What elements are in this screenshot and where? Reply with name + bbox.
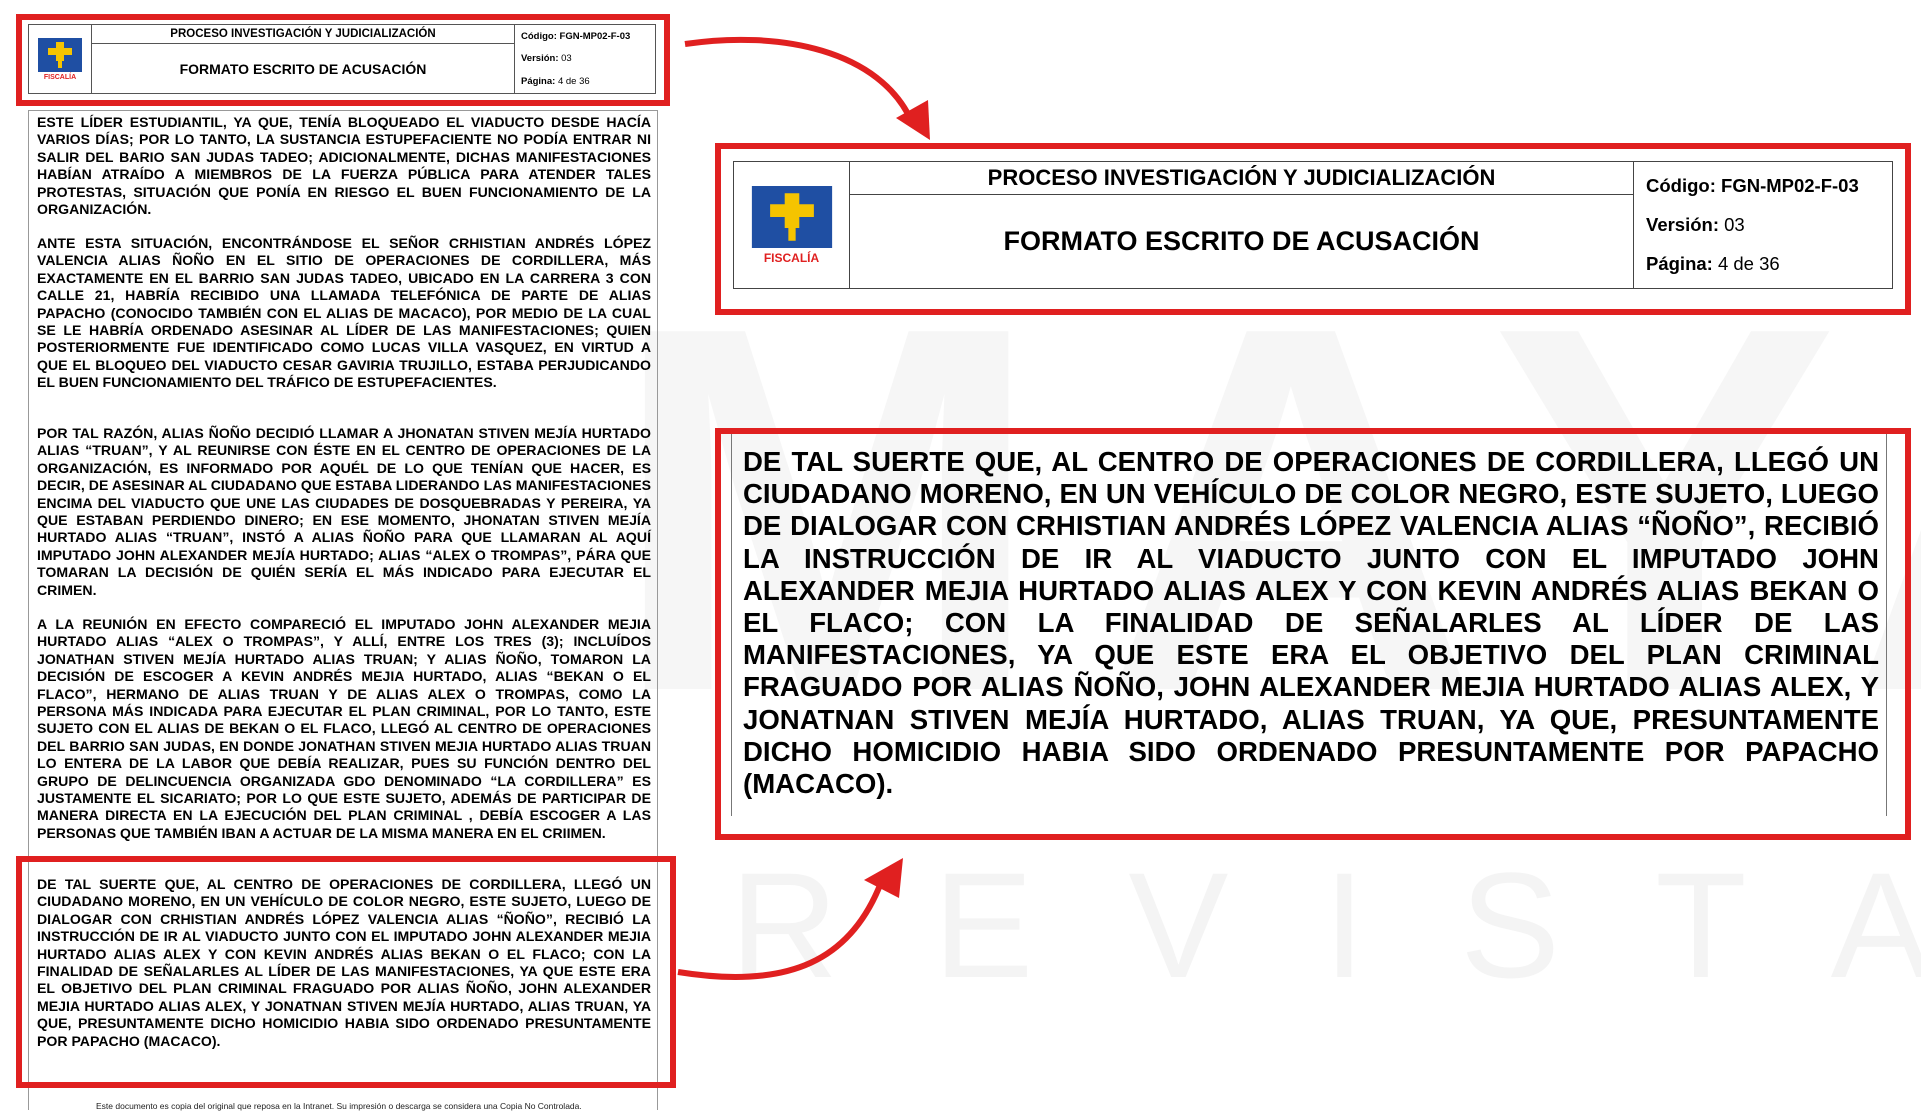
logo-text: FISCALÍA [43, 73, 77, 81]
process-title-zoomed: PROCESO INVESTIGACIÓN Y JUDICIALIZACIÓN [850, 162, 1633, 195]
arrow-paragraph-head [864, 858, 903, 898]
page-value-zoomed: 4 de 36 [1717, 253, 1780, 275]
code-row: Código: FGN-MP02-F-03 [521, 30, 631, 42]
page-row-zoomed: Página: 4 de 36 [1646, 253, 1780, 275]
version-value: 03 [561, 53, 572, 65]
version-row-zoomed: Versión: 03 [1646, 213, 1745, 235]
paragraph-1: ESTE LÍDER ESTUDIANTIL, YA QUE, TENÍA BLOQUEADO EL VIADUCTO DESDE HACÍA VARIOS DÍAS; POR LO TANTO, LA SUSTANCIA ESTUPEFACIENTE NO PODÍA ENTRAR NI SALIR DEL BARIO SAN JUDAS TADEO; ADICIONALMENTE, DICHAS MANIFESTACIONES HABÍAN ATRAÍDO A MIEMBROS DE LA FUERZA PÚBLICA PARA ATENDER TALES PROTESTAS, SITUACIÓN QUE PONÍA EN RIESGO EL BUEN FUNCIONAMIENTO DE LA ORGANIZACIÓN. [37, 114, 651, 218]
version-value-zoomed: 03 [1724, 213, 1745, 235]
zoomed-paragraph: DE TAL SUERTE QUE, AL CENTRO DE OPERACIONES DE CORDILLERA, LLEGÓ UN CIUDADANO MORENO, EN UN VEHÍCULO DE COLOR NEGRO, ESTE SUJETO, LUEGO DE DIALOGAR CON CRHISTIAN ANDRÉS LÓPEZ VALENCIA ALIAS “ÑOÑO”, RECIBIÓ LA INSTRUCCIÓN DE IR AL VIADUCTO JUNTO CON EL IMPUTADO JOHN ALEXANDER MEJIA HURTADO ALIAS ALEX Y CON KEVIN ANDRÉS ALIAS BEKAN O EL FLACO; CON LA FINALIDAD DE SEÑALARLES AL LÍDER DE LAS MANIFESTACIONES, YA QUE ESTE ERA EL OBJETIVO DEL PLAN CRIMINAL FRAGUADO POR ALIAS ÑOÑO, JOHN ALEXANDER MEJIA HURTADO ALIAS ALEX, Y JONATNAN STIVEN MEJÍA HURTADO, ALIAS TRUAN, YA QUE, PRESUNTAMENTE DICHO HOMICIDIO HABIA SIDO ORDENADO PRESUNTAMENTE POR PAPACHO (MACACO). [743, 446, 1879, 800]
paragraph-5: DE TAL SUERTE QUE, AL CENTRO DE OPERACIONES DE CORDILLERA, LLEGÓ UN CIUDADANO MORENO, EN UN VEHÍCULO DE COLOR NEGRO, ESTE SUJETO, LUEGO DE DIALOGAR CON CRHISTIAN ANDRÉS LÓPEZ VALENCIA ALIAS “ÑOÑO”, RECIBIÓ LA INSTRUCCIÓN DE IR AL VIADUCTO JUNTO CON EL IMPUTADO JOHN ALEXANDER MEJIA HURTADO ALIAS ALEX Y CON KEVIN ANDRÉS ALIAS BEKAN O EL FLACO; CON LA FINALIDAD DE SEÑALARLES AL LÍDER DE LAS MANIFESTACIONES, YA QUE ESTE ERA EL OBJETIVO DEL PLAN CRIMINAL FRAGUADO POR ALIAS ÑOÑO, JOHN ALEXANDER MEJIA HURTADO ALIAS ALEX, Y JONATNAN STIVEN MEJÍA HURTADO, ALIAS TRUAN, YA QUE, PRESUNTAMENTE DICHO HOMICIDIO HABIA SIDO ORDENADO PRESUNTAMENTE POR PAPACHO (MACACO). [37, 876, 651, 1049]
code-value: FGN-MP02-F-03 [559, 30, 631, 42]
paragraph-3: POR TAL RAZÓN, ALIAS ÑOÑO DECIDIÓ LLAMAR A JHONATAN STIVEN MEJÍA HURTADO ALIAS “TRUAN”, Y AL REUNIRSE CON ÉSTE EN EL CENTRO DE OPERACIONES DE LA ORGANIZACIÓN, ES INFORMADO POR AQUÉL DE LO QUE TENÍAN QUE HACER, ES DECIR, DE ASESINAR AL CIUDADANO QUE ESTABA LIDERANDO LAS MANIFESTACIONES ENCIMA DEL VIADUCTO QUE UNE LAS CIUDADES DE DOSQUEBRADAS Y PEREIRA, YA QUE ESTABAN PERDIENDO DINERO; EN ESE MOMENTO, JHONATAN STIVEN MEJÍA HURTADO ALIAS “TRUAN”, INSTÓ A ALIAS ÑOÑO PARA QUE LLAMARAN AL AQUÍ IMPUTADO JOHN ALEXANDER MEJÍA HURTADO; ALIAS “ALEX O TROMPAS”, PÁRA QUE TOMARAN LA DECISIÓN DE QUIÉN SERÍA EL MÁS INDICADO PARA EJECUTAR EL CRIMEN. [37, 425, 651, 598]
paragraph-2: ANTE ESTA SITUACIÓN, ENCONTRÁNDOSE EL SEÑOR CRHISTIAN ANDRÉS LÓPEZ VALENCIA ALIAS ÑOÑO EN EL SITIO DE OPERACIONES DE CORDILLERA, MÁS EXACTAMENTE EN EL BARRIO SAN JUDAS TADEO, UBICADO EN LA CARRERA 3 CON CALLE 21, HABRÍA RECIBIDO UNA LLAMADA TELEFÓNICA DE PARTE DE ALIAS PAPACHO (CONOCIDO TAMBIÉN CON EL ALIAS DE MACACO), POR MEDIO DE LA CUAL SE LE HABRÍA ORDENADO ASESINAR AL LÍDER DE LAS MANIFESTACIONES; QUIEN POSTERIORMENTE FUE IDENTIFICADO COMO LUCAS VILLA VASQUEZ, EN VIRTUD A QUE EL BLOQUEO DEL VIADUCTO CESAR GAVIRIA TRUJILLO, ESTABA PERJUDICANDO EL BUEN FUNCIONAMIENTO DEL TRÁFICO DE ESTUPEFACIENTES. [37, 235, 651, 391]
code-value-zoomed: FGN-MP02-F-03 [1721, 174, 1859, 196]
page-row: Página: 4 de 36 [521, 76, 590, 88]
format-title: FORMATO ESCRITO DE ACUSACIÓN [179, 60, 427, 77]
paragraph-4: A LA REUNIÓN EN EFECTO COMPARECIÓ EL IMPUTADO JOHN ALEXANDER MEJIA HURTADO ALIAS “ALEX O TROMPAS”, Y ALLÍ, ENTRE LOS TRES (3); INCLUÍDOS JONATHAN STIVEN MEJÍA HURTADO ALIAS TRUAN; Y ALIAS ÑOÑO, TOMARON LA DECISIÓN DE ESCOGER A KEVIN ANDRÉS MEJIA HURTADO, ALIAS “BEKAN O EL FLACO”, HERMANO DE ALIAS TRUAN Y DE ALIAS ALEX O TROMPAS, COMO LA PERSONA MÁS INDICADA PARA EJECUTAR EL PLAN CRIMINAL, POR LO TANTO, ESTE SUJETO CON EL ALIAS DE BEKAN O EL FLACO, LLEGÓ AL CENTRO DE OPERACIONES DEL BARRIO SAN JUDAS, EN DONDE JONATHAN STIVEN MEJIA HURTADO ALIAS TRUAN LO ENTERA DE LA LABOR QUE DEBÍA REALIZAR, PUES SU FUNCIÓN DENTRO DEL GRUPO DE DELINCUENCIA ORGANIZADA GDO DENOMINADO “LA CORDILLERA” ES JUSTAMENTE EL SICARIATO; POR LO QUE ESTE SUJETO, ADEMÁS DE PARTICIPAR DE MANERA DIRECTA EN LA EJECUCIÓN DEL PLAN CRIMINAL , DEBÍA ESCOGER A LAS PERSONAS QUE TAMBIÉN IBAN A ACTUAR DE LA MISMA MANERA EN EL CRIIMEN. [37, 616, 651, 841]
version-row: Versión: 03 [521, 53, 572, 65]
arrow-header [685, 40, 912, 122]
arrow-paragraph [678, 880, 882, 977]
process-title: PROCESO INVESTIGACIÓN Y JUDICIALIZACIÓN [92, 25, 514, 44]
code-row-zoomed: Código: FGN-MP02-F-03 [1646, 174, 1859, 196]
footer-note: Este documento es copia del original que reposa en la Intranet. Su impresión o descarga se considera una Copia No Controlada. [96, 1101, 582, 1111]
format-title-zoomed: FORMATO ESCRITO DE ACUSACIÓN [1003, 226, 1480, 256]
page-value: 4 de 36 [557, 76, 590, 88]
logo-text-zoomed: FISCALÍA [763, 250, 820, 265]
